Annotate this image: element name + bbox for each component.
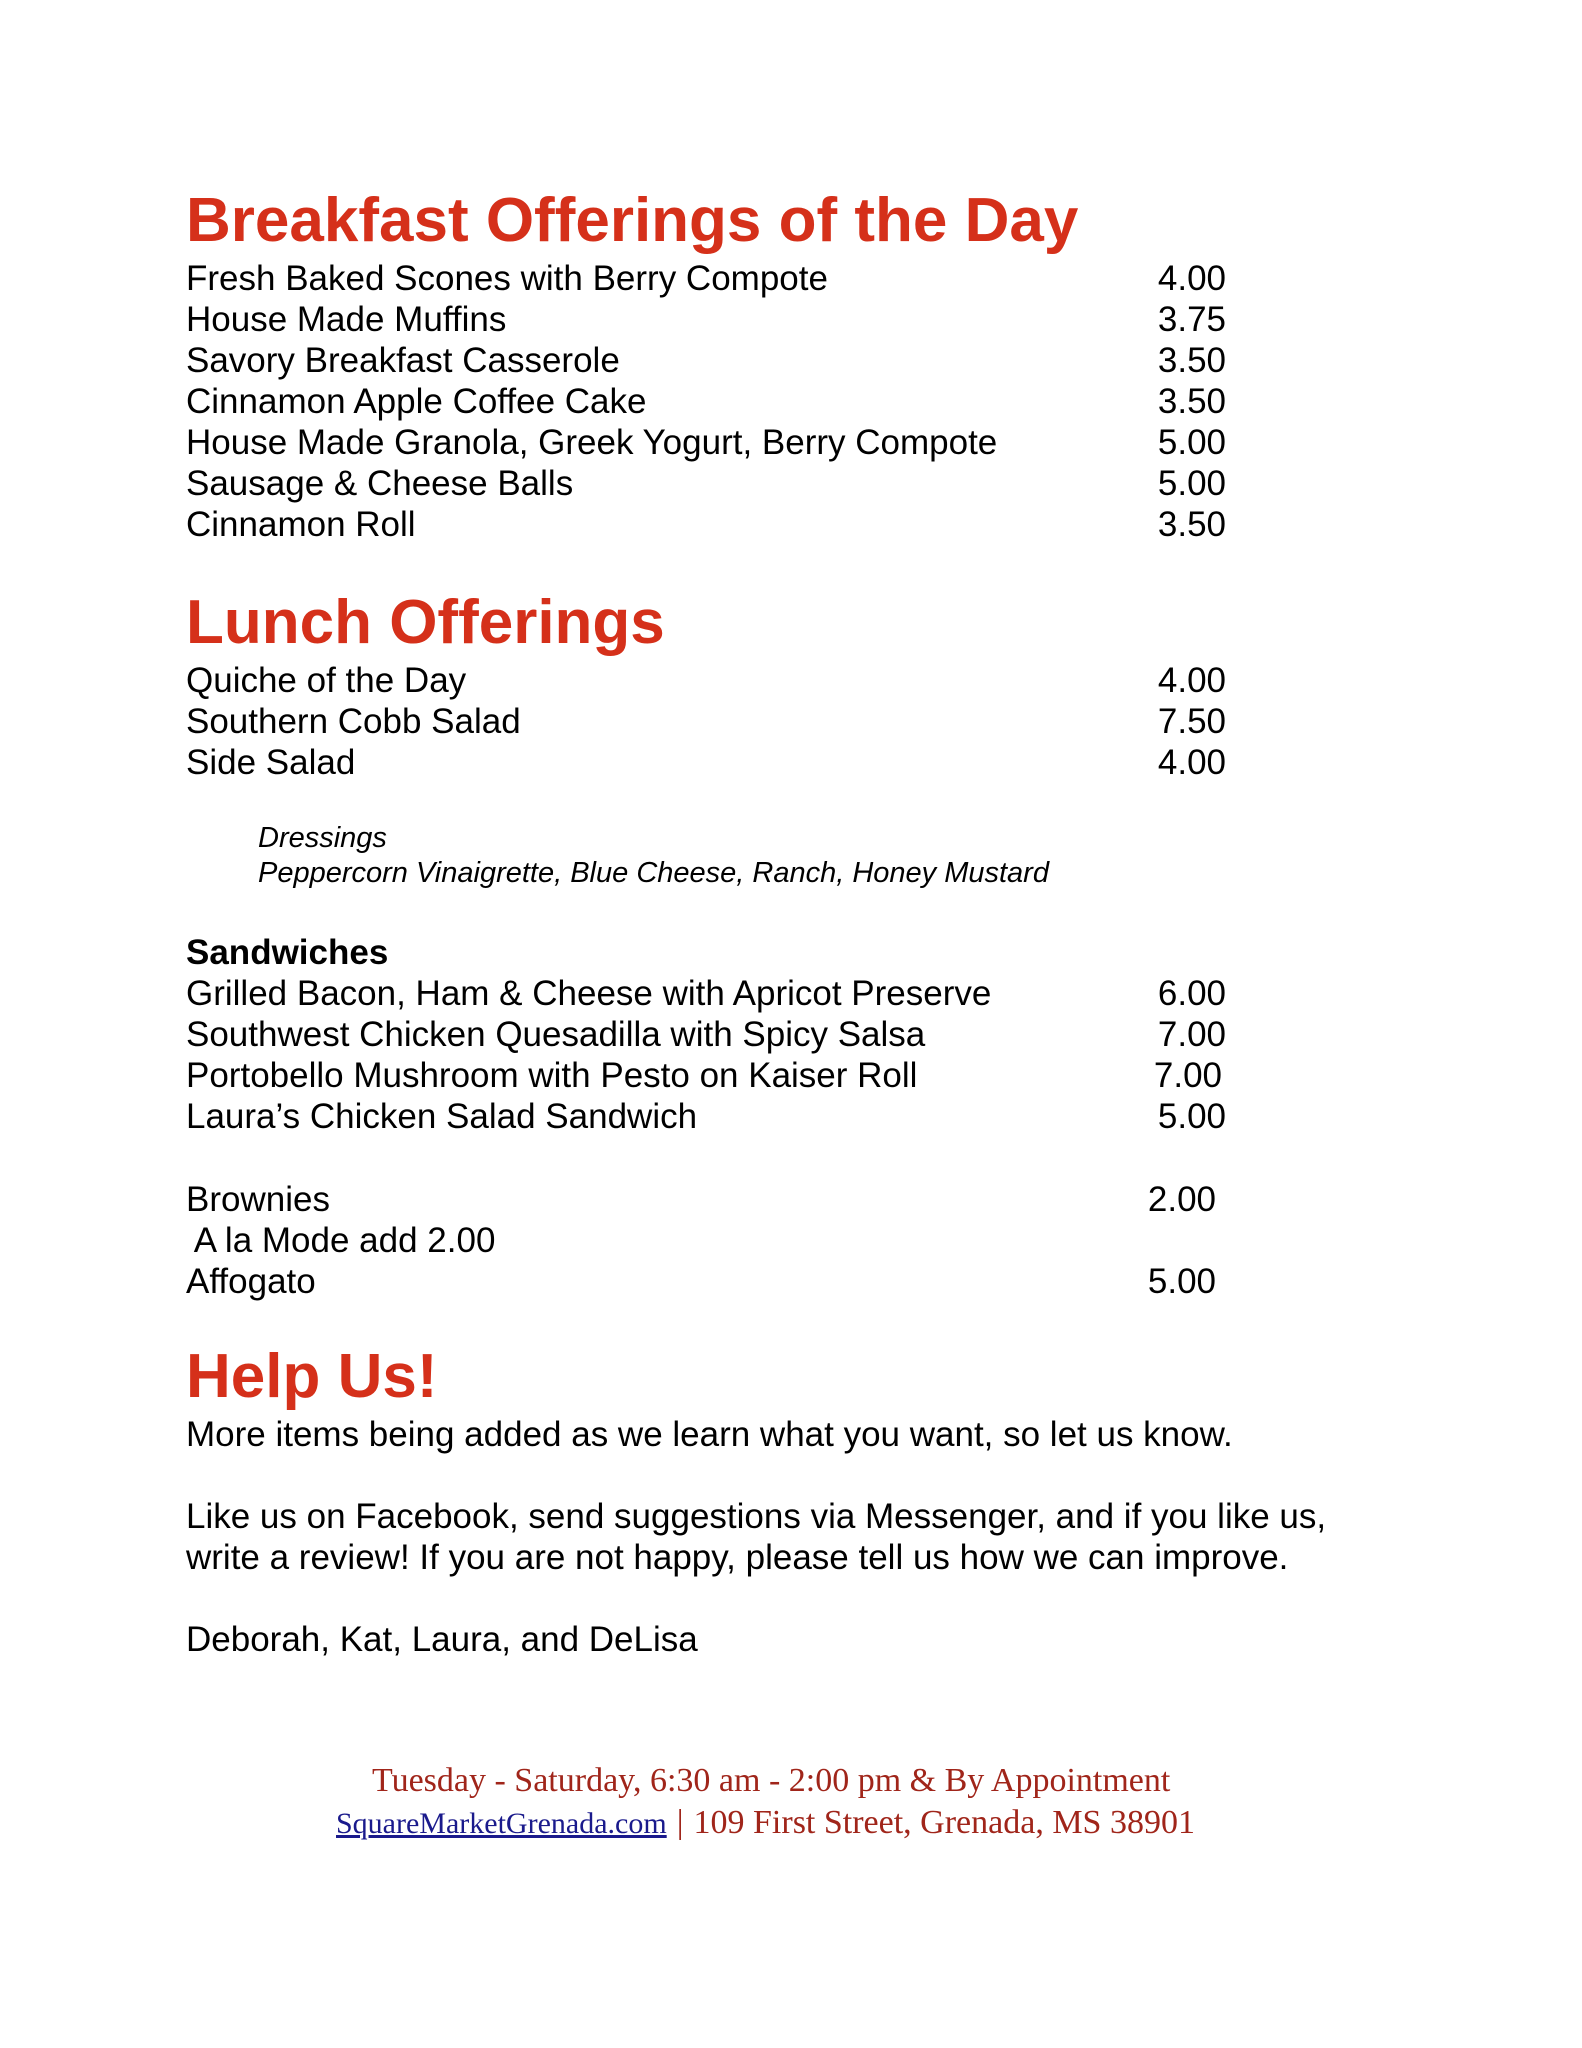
menu-item <box>186 299 1226 341</box>
help-heading: Help Us! <box>186 1342 438 1411</box>
business-hours: Tuesday - Saturday, 6:30 am - 2:00 pm & By Appointment <box>372 1762 1171 1799</box>
item-name: House Made Granola, Greek Yogurt, Berry Compote <box>186 423 998 462</box>
help-text: write a review! If you are not happy, please tell us how we can improve. <box>186 1538 1289 1577</box>
item-price: 5.00 <box>1157 423 1226 462</box>
signature: Deborah, Kat, Laura, and DeLisa <box>186 1620 698 1659</box>
menu-item <box>186 258 1226 300</box>
menu-item <box>186 1055 1226 1097</box>
item-name: Southwest Chicken Quesadilla with Spicy Salsa <box>186 1015 926 1054</box>
item-name: Cinnamon Apple Coffee Cake <box>186 382 647 421</box>
item-name: Grilled Bacon, Ham & Cheese with Apricot Preserve <box>186 974 992 1013</box>
item-price: 7.00 <box>1157 1015 1226 1054</box>
dressings-list: Peppercorn Vinaigrette, Blue Cheese, Ranch, Honey Mustard <box>258 857 1049 889</box>
breakfast-heading: Breakfast Offerings of the Day <box>186 186 1079 255</box>
item-price: 5.00 <box>1157 464 1226 503</box>
alamode-note: A la Mode add 2.00 <box>186 1221 496 1260</box>
item-price: 4.00 <box>1157 743 1226 782</box>
item-name: Side Salad <box>186 743 356 782</box>
menu-item <box>186 1179 1216 1221</box>
item-price: 2.00 <box>1147 1180 1216 1219</box>
item-name: House Made Muffins <box>186 300 507 339</box>
menu-item <box>186 381 1226 423</box>
item-name: Quiche of the Day <box>186 661 467 700</box>
menu-item <box>186 340 1226 382</box>
item-name: Sausage & Cheese Balls <box>186 464 574 503</box>
item-name: Cinnamon Roll <box>186 505 416 544</box>
lunch-heading: Lunch Offerings <box>186 588 665 657</box>
item-price: 3.50 <box>1157 382 1226 421</box>
menu-item <box>186 504 1226 546</box>
item-price: 5.00 <box>1157 1097 1226 1136</box>
sandwiches-heading: Sandwiches <box>186 933 389 972</box>
menu-item <box>186 973 1226 1015</box>
item-price: 3.75 <box>1157 300 1226 339</box>
item-price: 4.00 <box>1157 259 1226 298</box>
help-text: More items being added as we learn what you want, so let us know. <box>186 1415 1233 1454</box>
help-text: Like us on Facebook, send suggestions via Messenger, and if you like us, <box>186 1497 1327 1536</box>
item-price: 3.50 <box>1157 341 1226 380</box>
item-name: Brownies <box>186 1180 330 1219</box>
item-price: 3.50 <box>1157 505 1226 544</box>
menu-item <box>186 1014 1226 1056</box>
item-name: Fresh Baked Scones with Berry Compote <box>186 259 828 298</box>
menu-item <box>186 742 1226 784</box>
menu-page <box>186 0 1486 2048</box>
footer-contact <box>336 1802 1195 1845</box>
item-name: Affogato <box>186 1262 316 1301</box>
street-address: 109 First Street, Grenada, MS 38901 <box>693 1804 1195 1841</box>
item-name: Laura’s Chicken Salad Sandwich <box>186 1097 698 1136</box>
menu-item <box>186 422 1226 464</box>
item-price: 6.00 <box>1157 974 1226 1013</box>
item-name: Southern Cobb Salad <box>186 702 521 741</box>
item-price: 7.00 <box>1153 1056 1222 1095</box>
item-price: 7.50 <box>1157 702 1226 741</box>
item-name: Portobello Mushroom with Pesto on Kaiser Roll <box>186 1056 918 1095</box>
menu-item <box>186 1096 1226 1138</box>
item-name: Savory Breakfast Casserole <box>186 341 620 380</box>
website-link[interactable]: SquareMarketGrenada.com <box>336 1807 667 1840</box>
item-price: 4.00 <box>1157 661 1226 700</box>
separator: | <box>676 1804 684 1841</box>
dressings-label: Dressings <box>258 822 387 854</box>
menu-item <box>186 1261 1216 1303</box>
menu-item <box>186 701 1226 743</box>
item-price: 5.00 <box>1147 1262 1216 1301</box>
menu-item <box>186 463 1226 505</box>
menu-item <box>186 660 1226 702</box>
